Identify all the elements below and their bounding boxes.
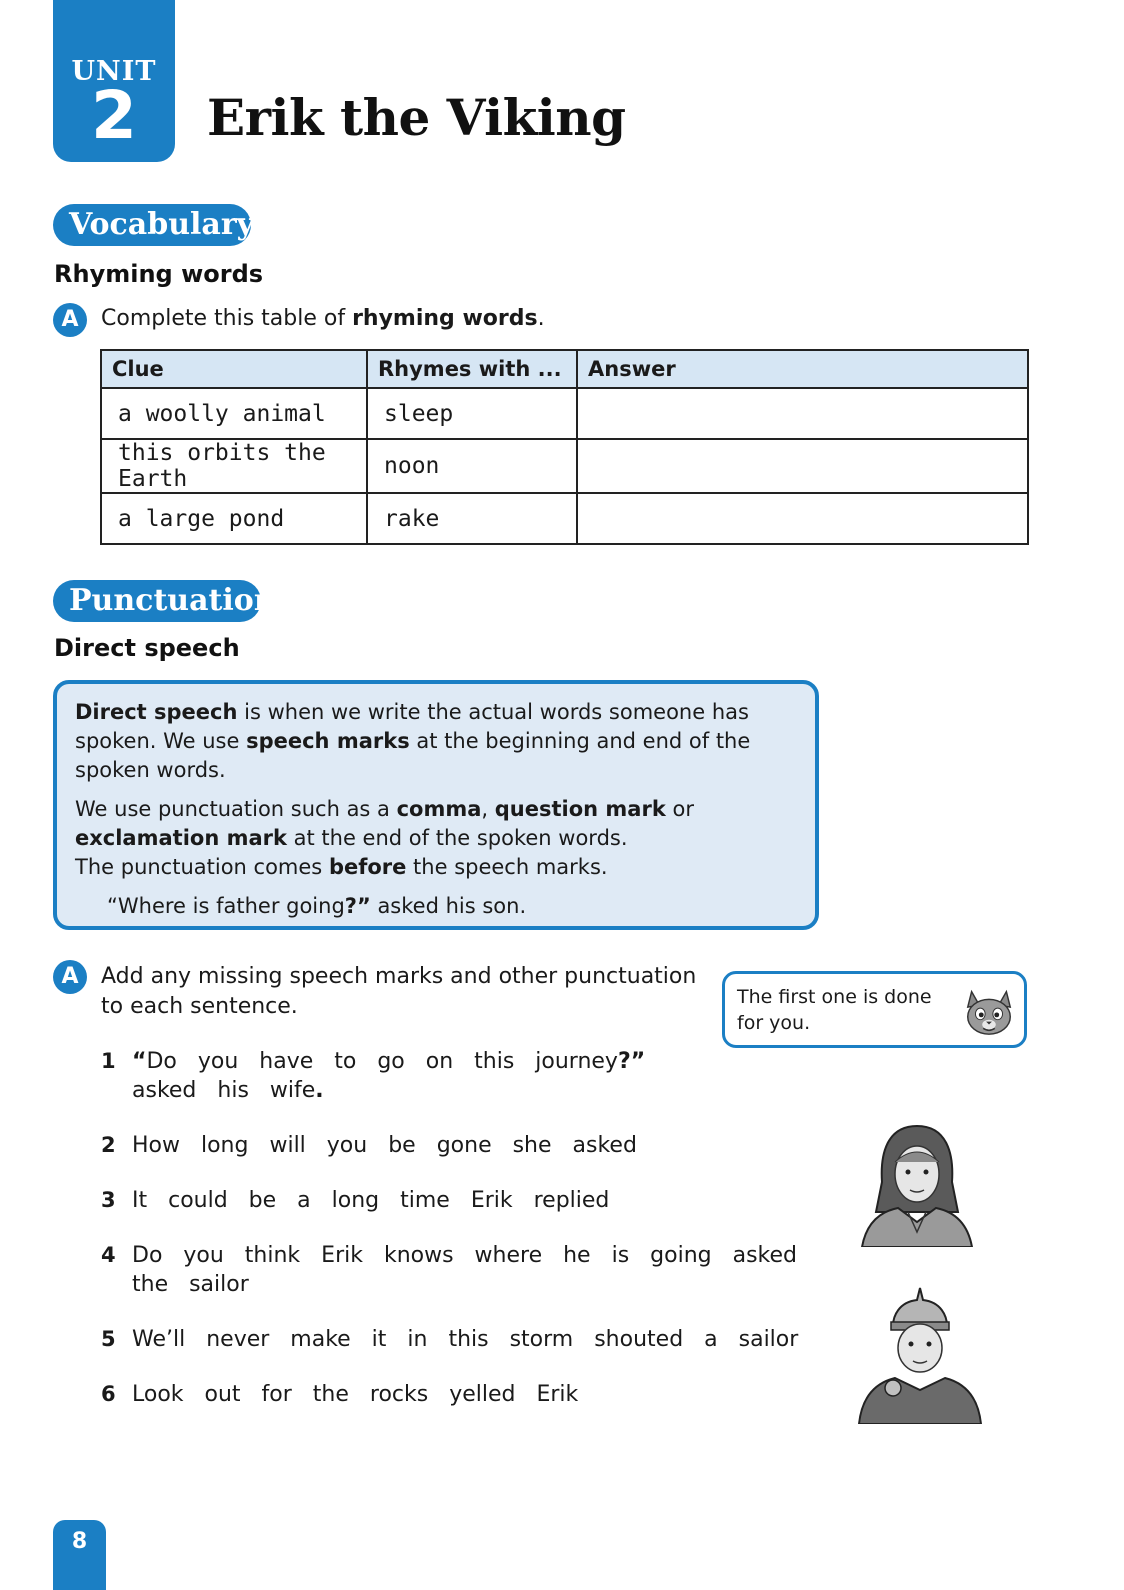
instruction-rhyming	[101, 306, 545, 331]
unit-tab	[53, 0, 175, 162]
example-bold: ?”	[344, 894, 371, 918]
instruction-text: Complete this table of	[101, 306, 353, 331]
info-text: or	[665, 797, 694, 821]
added-punctuation: “	[132, 1049, 147, 1074]
sentence-words: asked his wife	[132, 1078, 316, 1103]
sentence-item	[101, 1380, 578, 1409]
instruction-punctuation: Add any missing speech marks and other punctuation to each sentence.	[101, 964, 697, 1019]
info-text: the speech marks.	[406, 855, 608, 879]
sentence-text[interactable]: Look out for the rocks yelled Erik	[132, 1382, 579, 1407]
sentence-item	[101, 1325, 798, 1354]
example-text: asked his son.	[370, 894, 527, 918]
rhyming-table	[100, 349, 1029, 545]
sentence-number: 1	[101, 1049, 116, 1073]
sentence-item	[101, 1131, 637, 1160]
info-bold: question mark	[494, 797, 666, 821]
info-example	[75, 892, 797, 921]
cat-icon	[960, 982, 1018, 1040]
sentence-number: 5	[101, 1327, 116, 1351]
info-text: is when we write the actual words someone has spoken. We use	[75, 700, 749, 753]
added-punctuation: ?”	[617, 1049, 646, 1074]
sentence-text[interactable]: We’ll never make it in this storm shouted a sailor	[132, 1327, 799, 1352]
table-row	[101, 439, 1028, 493]
section-pill-punctuation: Punctuation	[53, 580, 261, 622]
info-paragraph	[75, 795, 797, 882]
sentence-item	[101, 1047, 661, 1105]
info-bold: comma	[396, 797, 482, 821]
info-text: ,	[481, 797, 495, 821]
woman-illustration	[858, 1122, 976, 1247]
unit-label: UNIT	[71, 56, 157, 87]
note-text: The first one is done for you.	[737, 986, 932, 1034]
sentence-number: 4	[101, 1243, 116, 1267]
info-bold: before	[328, 855, 407, 879]
unit-number: 2	[91, 77, 137, 154]
sentence-item	[101, 1241, 801, 1299]
info-text: at the beginning and end of the spoken words.	[75, 729, 751, 782]
table-cell-rhyme: sleep	[367, 388, 577, 439]
page-number: 8	[53, 1520, 106, 1590]
instruction-bold: rhyming words	[352, 306, 538, 331]
activity-badge: A	[53, 960, 87, 994]
example-text: “Where is father going	[107, 894, 345, 918]
info-box-direct-speech	[53, 680, 819, 930]
sentence-number: 6	[101, 1382, 116, 1406]
table-cell-clue: a woolly animal	[101, 388, 367, 439]
table-cell-rhyme: rake	[367, 493, 577, 544]
table-cell-answer[interactable]	[577, 388, 1028, 439]
info-text: We use punctuation such as a	[75, 797, 397, 821]
info-text: The punctuation comes	[75, 855, 329, 879]
sentence-number: 3	[101, 1188, 116, 1212]
table-row	[101, 388, 1028, 439]
info-paragraph	[75, 698, 797, 785]
table-cell-clue: a large pond	[101, 493, 367, 544]
instruction-text: .	[537, 306, 545, 331]
sentence-text[interactable]: It could be a long time Erik replied	[132, 1188, 610, 1213]
table-cell-answer[interactable]	[577, 439, 1028, 493]
info-bold: speech marks	[246, 729, 410, 753]
sentence-item	[101, 1186, 609, 1215]
column-header: Rhymes with ...	[367, 350, 577, 388]
note-box	[722, 971, 1027, 1048]
info-text: at the end of the spoken words.	[286, 826, 628, 850]
sentence-text[interactable]: Do you think Erik knows where he is going asked the sailor	[132, 1243, 797, 1297]
section-pill-vocabulary: Vocabulary	[53, 204, 251, 246]
viking-man-illustration	[855, 1286, 985, 1424]
table-header-row	[101, 350, 1028, 388]
info-bold: exclamation mark	[75, 826, 287, 850]
table-cell-answer[interactable]	[577, 493, 1028, 544]
table-row	[101, 493, 1028, 544]
table-cell-rhyme: noon	[367, 439, 577, 493]
added-punctuation: .	[315, 1078, 324, 1103]
column-header: Clue	[101, 350, 367, 388]
sentence-text	[132, 1047, 661, 1105]
sentence-number: 2	[101, 1133, 116, 1157]
info-bold: Direct speech	[75, 700, 238, 724]
activity-badge: A	[53, 303, 87, 337]
table-cell-clue: this orbits the Earth	[101, 439, 367, 493]
sentence-text[interactable]: How long will you be gone she asked	[132, 1133, 637, 1158]
column-header: Answer	[577, 350, 1028, 388]
page-title: Erik the Viking	[207, 88, 626, 147]
subheading-rhyming-words: Rhyming words	[54, 260, 264, 288]
sentence-words: Do you have to go on this journey	[146, 1049, 618, 1074]
subheading-direct-speech: Direct speech	[54, 634, 240, 662]
